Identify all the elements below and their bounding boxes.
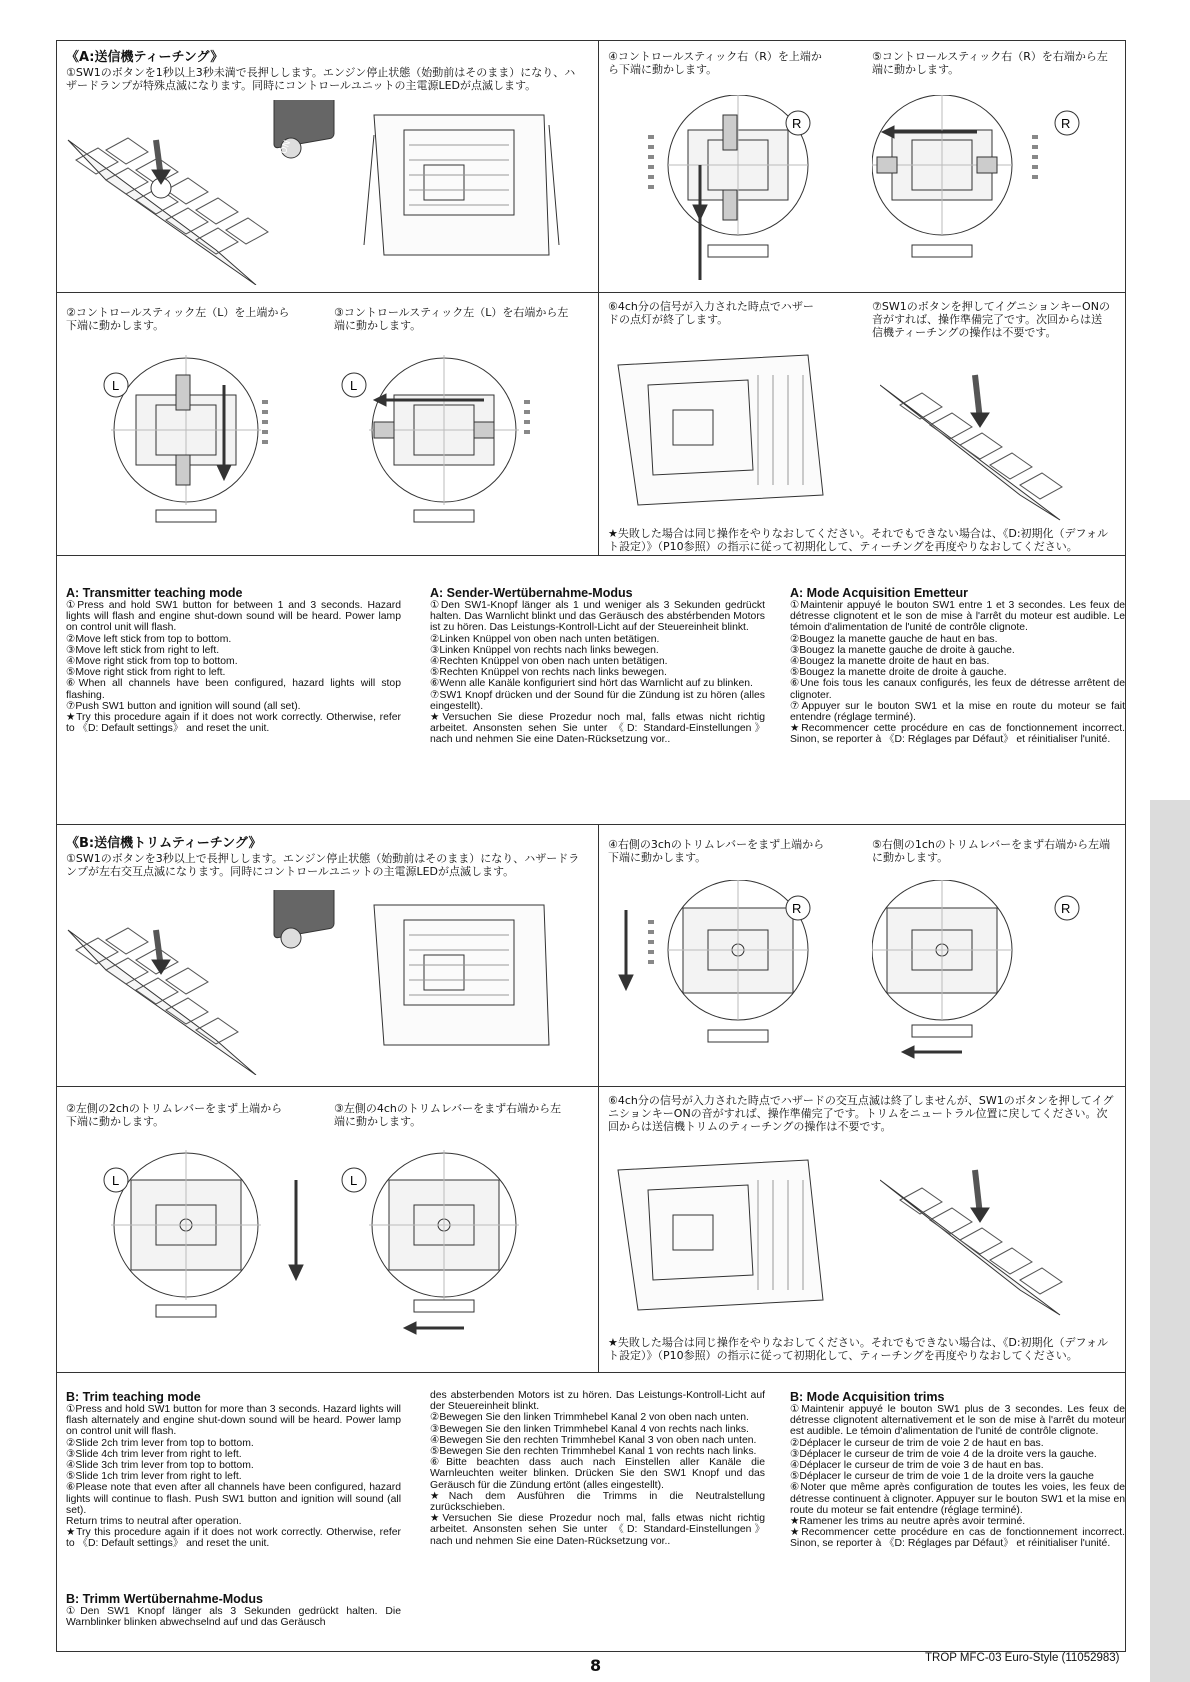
section-a-french — [790, 586, 1125, 746]
divider — [598, 292, 1126, 293]
divider — [598, 40, 599, 555]
divider — [56, 555, 1126, 556]
left-stick-diagram — [66, 355, 306, 540]
control-unit-illustration — [66, 100, 596, 285]
divider — [56, 1372, 1126, 1373]
right-indicator: R — [1061, 116, 1071, 131]
section-b-step5: ⑤右側の1chのトリムレバーをまず右端から左端に動かします。 — [872, 838, 1111, 864]
right-indicator: R — [792, 116, 802, 131]
section-a-german-body: ①Den SW1-Knopf länger als 1 und weniger als 3 Sekunden gedrückt halten. Das Warnlicht blinkt und das Geräusch des abstérbenden Motors ist zu hören. Das Leistungs-Kontroll-Licht auf der Steuereinheit blinkt. ②Linken Knüppel von oben nach unten betätigen. ③Linken Knüppel von rechts nach links bewegen. ④Rechten Knüppel von oben nach unten betätigen. ⑤Rechten Knüppel von rechts nach links bewegen. ⑥Wenn alle Kanäle konfiguriert sind hört das Warnlicht auf zu blinken. ⑦SW1 Knopf drücken und der Sound für die Zündung ist zu hören (alles eingestellt). ★Versuchen Sie diese Prozedur noch mal, falls etwas nicht richtig arbeitet. Ansonsten sehen Sie unter 《D: Standard-Einstellungen》 nach und nehmen Sie eine Daten-Rücksetzung vor.. — [430, 600, 765, 746]
section-b-german — [430, 1390, 765, 1547]
divider — [56, 292, 598, 293]
control-unit-illustration — [66, 890, 596, 1075]
section-b-heading: 《B:送信機トリムティーチング》 — [66, 836, 262, 851]
section-a-note: ★失敗した場合は同じ操作をやりなおしてください。それでもできない場合は、《D:初期化（デフォルト設定）》（P10参照）の指示に従って初期化して、ティーチングを再度やりなおしてください。 — [608, 527, 1108, 553]
section-a-step2: ②コントロールスティック左（L）を上端から下端に動かします。 — [66, 306, 290, 332]
section-a-step4: ④コントロールスティック右（R）を上端から下端に動かします。 — [608, 50, 822, 76]
right-indicator: R — [792, 901, 802, 916]
left-indicator: L — [350, 378, 358, 393]
right-indicator: R — [1061, 901, 1071, 916]
truck-chassis-illustration — [608, 1150, 848, 1325]
section-a-french-title: A: Mode Acquisition Emetteur — [790, 586, 969, 600]
section-b-german-body-start: ①Den SW1 Knopf länger als 3 Sekunden gedrückt halten. Die Warnblinker blinken abwechselnd auf und das Geräusch — [66, 1606, 401, 1629]
section-a-step1: ①SW1のボタンを1秒以上3秒未満で長押しします。エンジン停止状態（始動前はそのまま）になり、ハザードランプが特殊点滅になります。同時にコントロールユニットの主電源LEDが点滅します。 — [66, 66, 576, 92]
control-unit-illustration — [880, 355, 1110, 525]
truck-chassis-illustration — [608, 345, 848, 520]
left-indicator: L — [350, 1173, 358, 1188]
left-stick-horizontal-diagram — [334, 355, 584, 540]
left-indicator: L — [112, 1173, 120, 1188]
section-b-note: ★失敗した場合は同じ操作をやりなおしてください。それでもできない場合は、《D:初期化（デフォルト設定）》（P10参照）の指示に従って初期化して、ティーチングを再度やりなおしてください。 — [608, 1336, 1108, 1362]
section-a-step7: ⑦SW1のボタンを押してイグニションキーONの音がすれば、操作準備完了です。次回からは送信機ティーチングの操作は不要です。 — [872, 300, 1110, 339]
section-b-french-title: B: Mode Acquisition trims — [790, 1390, 945, 1404]
page-edge-tab — [1150, 800, 1190, 1682]
section-b-step3: ③左側の4chのトリムレバーをまず右端から左端に動かします。 — [334, 1102, 562, 1128]
section-a-french-body: ①Maintenir appuyé le bouton SW1 entre 1 et 3 secondes. Les feux de détresse clignotent et le son de mise à l'arrêt du moteur est audible. Le témoin d'alimentation de l'unité de contrôle clignote. ②Bougez la manette gauche de haut en bas. ③Bougez la manette gauche de droite à gauche. ④Bougez la manette droite de haut en bas. ⑤Bougez la manette droite de droite à gauche. ⑥Une fois tous les canaux configurés, les feux de détresse arrêtent de clignoter. ⑦Appuyer sur le bouton SW1 et la mise en route du moteur se fait entendre (réglage terminé). ★Recommencer cette procédure en cas de fonctionnement incorrect. Sinon, se reporter à 《D: Réglages par Défaut》 et réinitialiser l'unité. — [790, 600, 1125, 746]
section-b-english — [66, 1390, 401, 1550]
on-label: ON — [278, 139, 294, 156]
right-stick-diagram — [608, 95, 818, 280]
section-b-german-start — [66, 1592, 401, 1628]
divider — [598, 824, 599, 1372]
page-number: 8 — [590, 1656, 602, 1675]
section-a-english-body: ①Press and hold SW1 button for between 1 and 3 seconds. Hazard lights will flash and engine shut-down sound will be heard. Power lamp on control unit will flash. ②Move left stick from top to bottom. ③Move left stick from right to left. ④Move right stick from top to bottom. ⑤Move right stick from right to left. ⑥When all channels have been configured, hazard lights will stop flashing. ⑦Push SW1 button and ignition will sound (all set). ★Try this procedure again if it does not work correctly. Otherwise, refer to 《D: Default settings》 and reset the unit. — [66, 600, 401, 735]
section-b-german-body: des absterbenden Motors ist zu hören. Das Leistungs-Kontroll-Licht auf der Steuereinheit blinkt. ②Bewegen Sie den linken Trimmhebel Kanal 2 von oben nach unten. ③Bewegen Sie den linken Trimmhebel Kanal 4 von rechts nach links. ④Bewegen Sie den rechten Trimmhebel Kanal 3 von oben nach unten. ⑤Bewegen Sie den rechten Trimmhebel Kanal 1 von rechts nach links. ⑥Bitte beachten dass auch nach Einstellen aller Kanäle die Warnleuchten weiter blinken. Drücken Sie den SW1 Knopf und das Geräusch für die Zündung ertönt (alles eingestellt). ★Nach dem Ausführen die Trimms in die Neutralstellung zurückschieben. ★Versuchen Sie diese Prozedur noch mal, falls etwas nicht richtig arbeitet. Ansonsten sehen Sie unter 《D: Standard-Einstellungen》 nach und nehmen Sie eine Daten-Rücksetzung vor.. — [430, 1390, 765, 1547]
left-trim-horizontal-diagram — [334, 1150, 584, 1340]
section-b-german-title: B: Trimm Wertübernahme-Modus — [66, 1592, 264, 1606]
left-indicator: L — [112, 378, 120, 393]
section-a-german-title: A: Sender-Wertübernahme-Modus — [430, 586, 633, 600]
section-a-step6: ⑥4ch分の信号が入力された時点でハザードの点灯が終了します。 — [608, 300, 814, 326]
section-a-english-title: A: Transmitter teaching mode — [66, 586, 243, 600]
left-trim-diagram — [66, 1150, 306, 1330]
section-a-english — [66, 586, 401, 734]
section-a-step3: ③コントロールスティック左（L）を右端から左端に動かします。 — [334, 306, 569, 332]
section-b-french-body: ①Maintenir appuyé le bouton SW1 plus de 3 secondes. Les feux de détresse clignotent alternativement et le son de mise à l'arrêt du moteur est audible. Le témoin d'alimentation de l'unité de contrôle clignote. ②Déplacer le curseur de trim de voie 2 de haut en bas. ③Déplacer le curseur de trim de voie 4 de la droite vers la gauche. ④Déplacer le curseur de trim de voie 3 de haut en bas. ⑤Déplacer le curseur de trim de voie 1 de la droite vers la gauche ⑥Noter que même après configuration de toutes les voies, les feux de détresse continuent à clignoter. Appuyer sur le bouton SW1 et la mise en route du moteur se fait entendre (réglage terminé). ★Ramener les trims au neutre après avoir terminé. ★Recommencer cette procédure en cas de fonctionnement incorrect. Sinon, se reporter à 《D: Réglages par Défaut》 et réinitialiser l'unité. — [790, 1404, 1126, 1550]
divider — [56, 824, 1126, 825]
section-b-step4: ④右側の3chのトリムレバーをまず上端から下端に動かします。 — [608, 838, 825, 864]
section-b-step2: ②左側の2chのトリムレバーをまず上端から下端に動かします。 — [66, 1102, 283, 1128]
section-a-heading: 《A:送信機ティーチング》 — [66, 50, 224, 65]
right-trim-horizontal-diagram — [872, 880, 1092, 1065]
control-unit-illustration — [880, 1150, 1110, 1320]
document-footer: TROP MFC-03 Euro-Style (11052983) — [925, 1652, 1120, 1664]
right-stick-horizontal-diagram — [872, 95, 1092, 280]
section-b-english-title: B: Trim teaching mode — [66, 1390, 201, 1404]
section-a-german — [430, 586, 765, 746]
divider — [598, 1086, 1126, 1087]
section-b-step6: ⑥4ch分の信号が入力された時点でハザードの交互点滅は終了しませんが、SW1のボタンを押してイグニションキーONの音がすれば、操作準備完了です。トリムをニュートラル位置に戻してください。次回からは送信機トリムのティーチングの操作は不要です。 — [608, 1094, 1114, 1133]
right-trim-diagram — [608, 880, 818, 1065]
section-b-step1: ①SW1のボタンを3秒以上で長押しします。エンジン停止状態（始動前はそのまま）になり、ハザードランプが左右交互点滅になります。同時にコントロールユニットの主電源LEDが点滅します。 — [66, 852, 580, 878]
section-b-french — [790, 1390, 1125, 1550]
section-b-english-body: ①Press and hold SW1 button for more than 3 seconds. Hazard lights will flash alternately and engine shut-down sound will be heard. Power lamp on control unit will flash. ②Slide 2ch trim lever from top to bottom. ③Slide 4ch trim lever from right to left. ④Slide 3ch trim lever from top to bottom. ⑤Slide 1ch trim lever from right to left. ⑥Please note that even after all channels have been configured, hazard lights will continue to flash. Push SW1 button and ignition will sound (all set). Return trims to neutral after operation. ★Try this procedure again if it does not work correctly. Otherwise, refer to 《D: Default settings》 and reset the unit. — [66, 1404, 401, 1550]
section-a-step5: ⑤コントロールスティック右（R）を右端から左端に動かします。 — [872, 50, 1108, 76]
divider — [56, 1086, 598, 1087]
